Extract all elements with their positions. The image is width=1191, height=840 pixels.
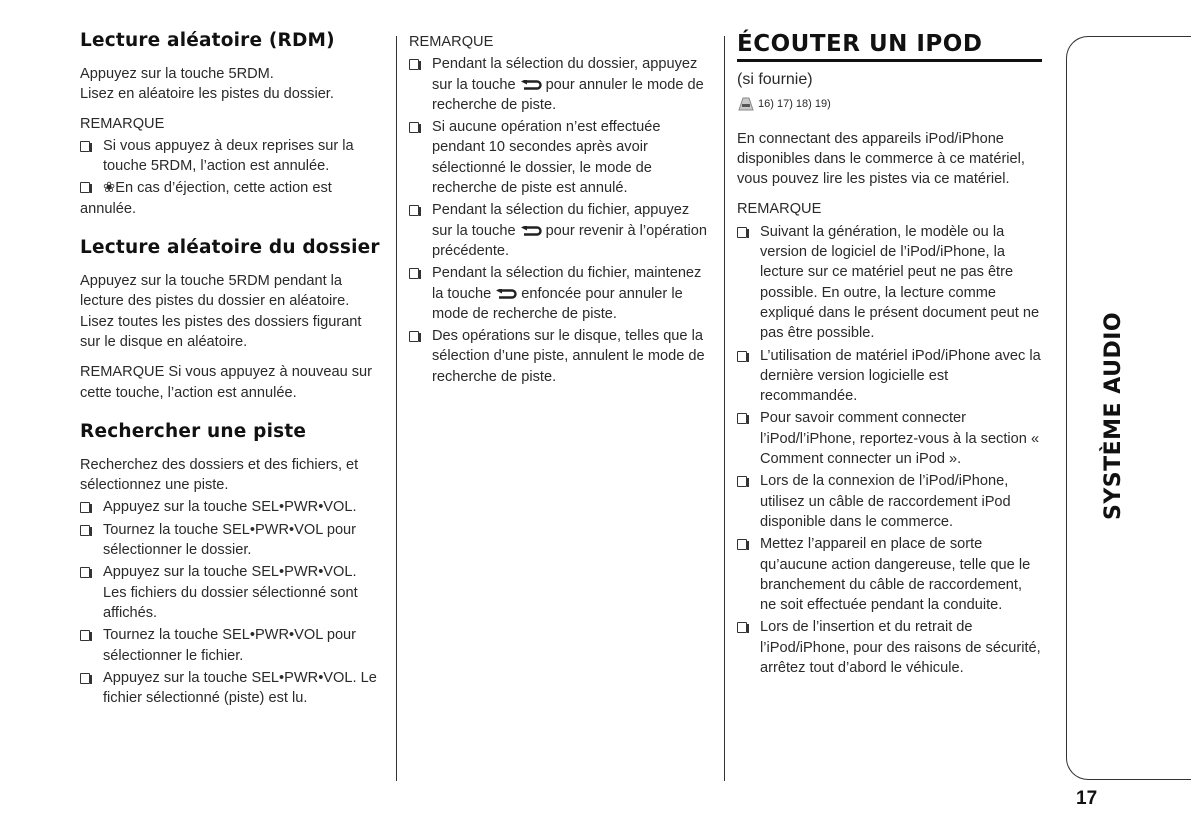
bullet-list	[80, 136, 380, 219]
note-label: REMARQUE	[80, 115, 165, 132]
checkbox-bullet-icon	[80, 630, 90, 641]
warning-book-icon	[737, 97, 755, 111]
checkbox-bullet-icon	[80, 567, 90, 578]
checkbox-bullet-icon	[737, 351, 747, 362]
bullet-list	[80, 497, 380, 708]
note-label: REMARQUE	[737, 201, 822, 218]
section-title: ÉCOUTER UN IPOD	[737, 30, 1042, 62]
checkbox-bullet-icon	[80, 525, 90, 536]
paragraph: Recherchez des dossiers et des fichiers, et sélectionnez une piste.	[80, 456, 359, 494]
checkbox-bullet-icon	[80, 502, 90, 513]
chapter-title: SYSTÈME AUDIO	[1101, 311, 1126, 520]
bullet-list	[737, 222, 1042, 679]
checkbox-bullet-icon	[409, 59, 419, 70]
column-3	[737, 30, 1042, 686]
checkbox-bullet-icon	[409, 205, 419, 216]
list-item: Pendant la sélection du dossier, appuyez sur la touche pour annuler le mode de recherche de piste.	[409, 54, 709, 115]
page-number: 17	[1076, 788, 1098, 809]
checkbox-bullet-icon	[80, 141, 90, 152]
list-item: Pendant la sélection du fichier, maintenez la touche enfoncée pour annuler le mode de recherche de piste.	[409, 263, 709, 324]
list-item: Si aucune opération n’est effectuée pendant 10 secondes après avoir sélectionné le dossier, le mode de recherche de piste est annulé.	[409, 117, 709, 198]
bullet-list	[409, 54, 709, 387]
list-item: Suivant la génération, le modèle ou la version de logiciel de l’iPod/iPhone, la lecture sur ce matériel peut ne pas être possible. En outre, la lecture comme expliqué dans le présent document peut ne pas être possible.	[737, 222, 1042, 344]
column-1	[80, 30, 380, 716]
checkbox-bullet-icon	[409, 331, 419, 342]
paragraph: En connectant des appareils iPod/iPhone disponibles dans le commerce à ce matériel, vous pouvez lire les pistes via ce matériel.	[737, 130, 1025, 188]
paragraph: Appuyez sur la touche 5RDM.	[80, 66, 274, 82]
list-item: Tournez la touche SEL•PWR•VOL pour sélectionner le fichier.	[80, 625, 380, 666]
checkbox-bullet-icon	[80, 673, 90, 684]
checkbox-bullet-icon	[737, 622, 747, 633]
list-item: Des opérations sur le disque, telles que la sélection d’une piste, annulent le mode de recherche de piste.	[409, 326, 709, 387]
checkbox-bullet-icon	[737, 413, 747, 424]
column-divider	[724, 36, 725, 781]
checkbox-bullet-icon	[737, 539, 747, 550]
heading-lecture-aleatoire-dossier: Lecture aléatoire du dossier	[80, 237, 380, 259]
list-item: Tournez la touche SEL•PWR•VOL pour sélectionner le dossier.	[80, 520, 380, 561]
back-arrow-icon	[495, 289, 517, 299]
checkbox-bullet-icon	[737, 227, 747, 238]
column-2	[409, 30, 709, 395]
heading-lecture-aleatoire-rdm: Lecture aléatoire (RDM)	[80, 30, 335, 51]
checkbox-bullet-icon	[80, 182, 90, 193]
list-item: Pour savoir comment connecter l’iPod/l’iPhone, reportez-vous à la section « Comment connecter un iPod ».	[737, 408, 1042, 469]
checkbox-bullet-icon	[737, 476, 747, 487]
note-label: REMARQUE	[409, 34, 494, 50]
checkbox-bullet-icon	[409, 268, 419, 279]
list-item: Appuyez sur la touche SEL•PWR•VOL. Les fichiers du dossier sélectionné sont affichés.	[80, 562, 380, 623]
chapter-tab	[1066, 36, 1191, 780]
paragraph: Appuyez sur la touche 5RDM pendant la lecture des pistes du dossier en aléatoire. Lisez toutes les pistes des dossiers figurant sur le disque en aléatoire.	[80, 273, 362, 350]
list-item: Lors de l’insertion et du retrait de l’iPod/iPhone, pour des raisons de sécurité, arrêtez tout d’abord le véhicule.	[737, 617, 1042, 678]
list-item: ❀En cas d’éjection, cette action est annulée.	[80, 180, 332, 217]
warning-references: 16) 17) 18) 19)	[737, 94, 1042, 114]
list-item: Pendant la sélection du fichier, appuyez sur la touche pour revenir à l’opération précédente.	[409, 200, 709, 261]
list-item: Si vous appuyez à deux reprises sur la touche 5RDM, l’action est annulée.	[80, 136, 380, 177]
checkbox-bullet-icon	[409, 122, 419, 133]
back-arrow-icon	[520, 80, 542, 90]
subtitle: (si fournie)	[737, 71, 813, 88]
list-item: Appuyez sur la touche SEL•PWR•VOL. Le fichier sélectionné (piste) est lu.	[80, 668, 380, 709]
paragraph: Lisez en aléatoire les pistes du dossier.	[80, 86, 334, 103]
list-item: Appuyez sur la touche SEL•PWR•VOL.	[80, 497, 380, 517]
back-arrow-icon	[520, 226, 542, 236]
list-item: Lors de la connexion de l’iPod/iPhone, utilisez un câble de raccordement iPod disponible dans le commerce.	[737, 471, 1042, 532]
list-item: Mettez l’appareil en place de sorte qu’aucune action dangereuse, telle que le branchement du câble de raccordement, ne soit effectuée pendant la conduite.	[737, 534, 1042, 615]
paragraph: REMARQUE Si vous appuyez à nouveau sur cette touche, l’action est annulée.	[80, 364, 373, 401]
column-divider	[396, 36, 397, 781]
list-item: L’utilisation de matériel iPod/iPhone avec la dernière version logicielle est recommandée.	[737, 346, 1042, 407]
heading-rechercher-une-piste: Rechercher une piste	[80, 420, 307, 442]
